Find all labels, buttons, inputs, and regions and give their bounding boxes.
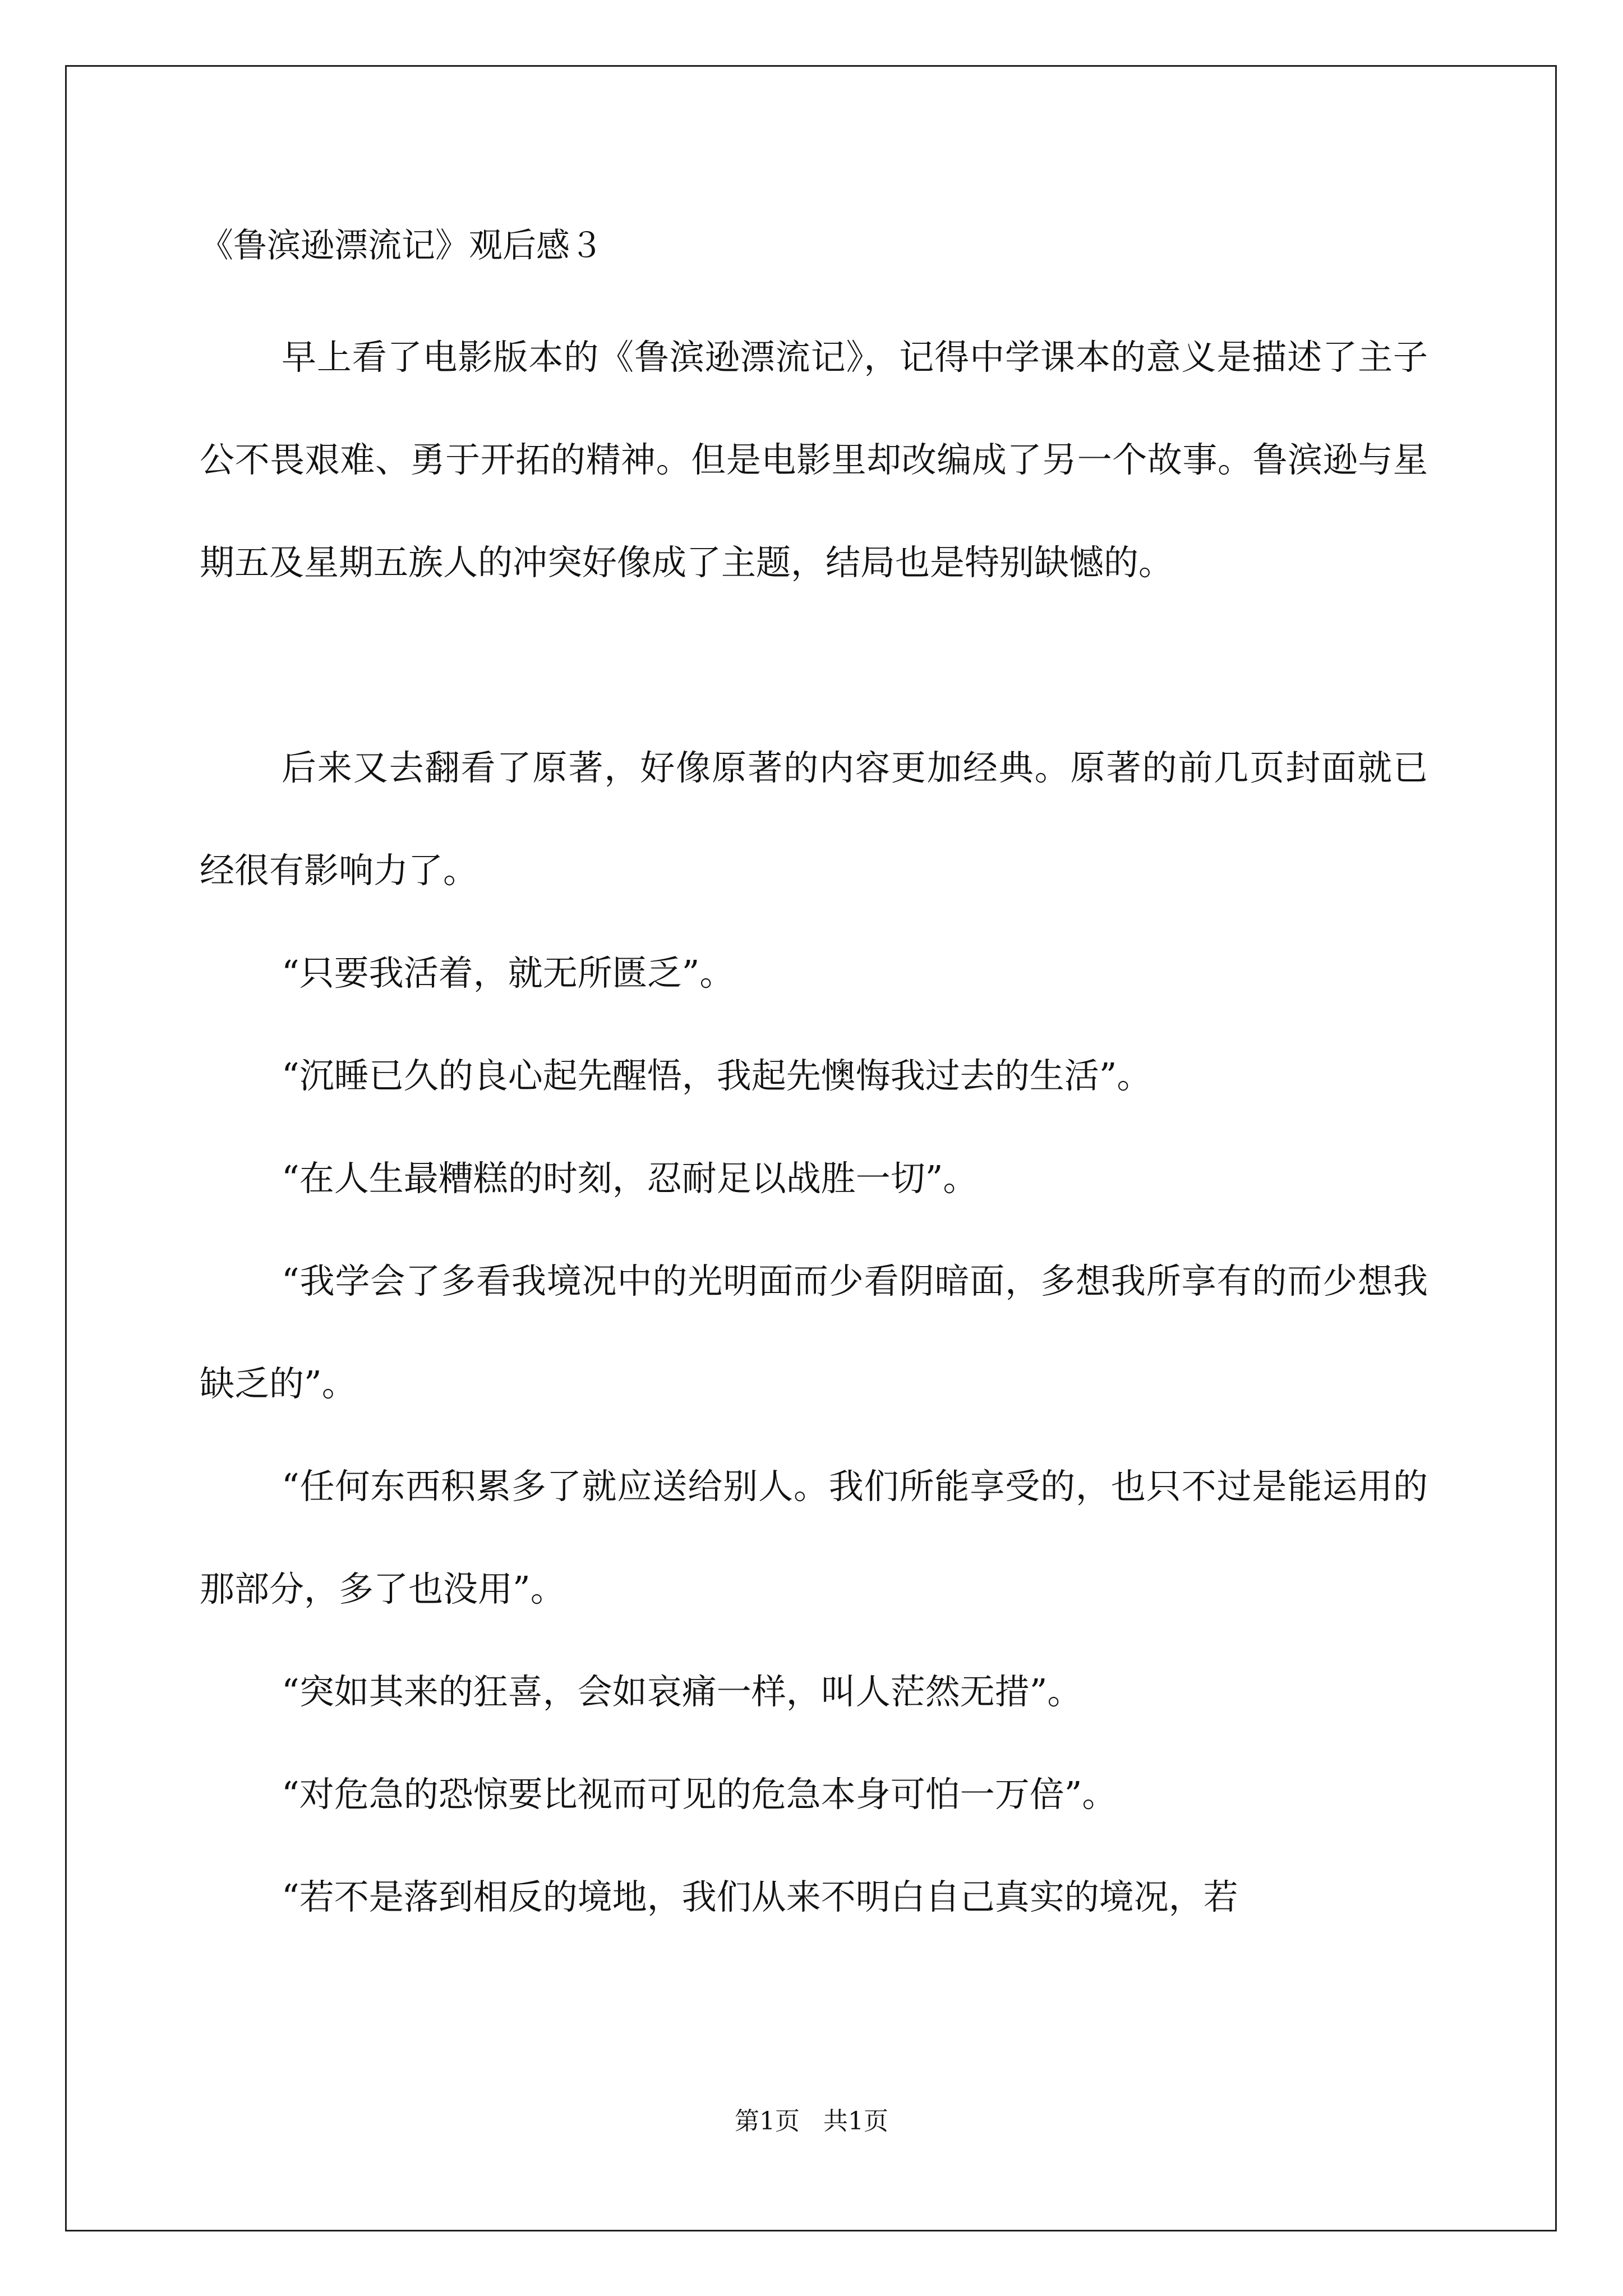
paragraph-3: “只要我活着，就无所匮乏”。 bbox=[282, 953, 735, 993]
paragraph-4: “沉睡已久的良心起先醒悟，我起先懊悔我过去的生活”。 bbox=[282, 1055, 1152, 1096]
paragraph-8: “突如其来的狂喜，会如哀痛一样，叫人茫然无措”。 bbox=[282, 1671, 1082, 1712]
paragraph-7: “任何东西积累多了就应送给别人。我们所能享受的，也只不过是能运用的那部分，多了也没用”。 bbox=[200, 1466, 1428, 1609]
paragraph-1: 早上看了电影版本的《鲁滨逊漂流记》，记得中学课本的意义是描述了主子公不畏艰难、勇于开拓的精神。但是电影里却改编成了另一个故事。鲁滨逊与星期五及星期五族人的冲突好像成了主题，结局也是特别缺憾的。 bbox=[200, 337, 1428, 583]
page-footer: 第1页 共1页 bbox=[735, 2107, 888, 2136]
document-title: 《鲁滨逊漂流记》观后感３ bbox=[200, 226, 603, 265]
paragraph-5: “在人生最糟糕的时刻，忍耐足以战胜一切”。 bbox=[282, 1158, 978, 1199]
paragraph-9: “对危急的恐惊要比视而可见的危急本身可怕一万倍”。 bbox=[282, 1774, 1117, 1815]
paragraph-6: “我学会了多看我境况中的光明面而少看阴暗面，多想我所享有的而少想我缺乏的”。 bbox=[200, 1260, 1428, 1404]
paragraph-2: 后来又去翻看了原著，好像原著的内容更加经典。原著的前几页封面就已经很有影响力了。 bbox=[200, 747, 1428, 891]
paragraph-10: “若不是落到相反的境地，我们从来不明白自己真实的境况，若 bbox=[282, 1876, 1238, 1917]
